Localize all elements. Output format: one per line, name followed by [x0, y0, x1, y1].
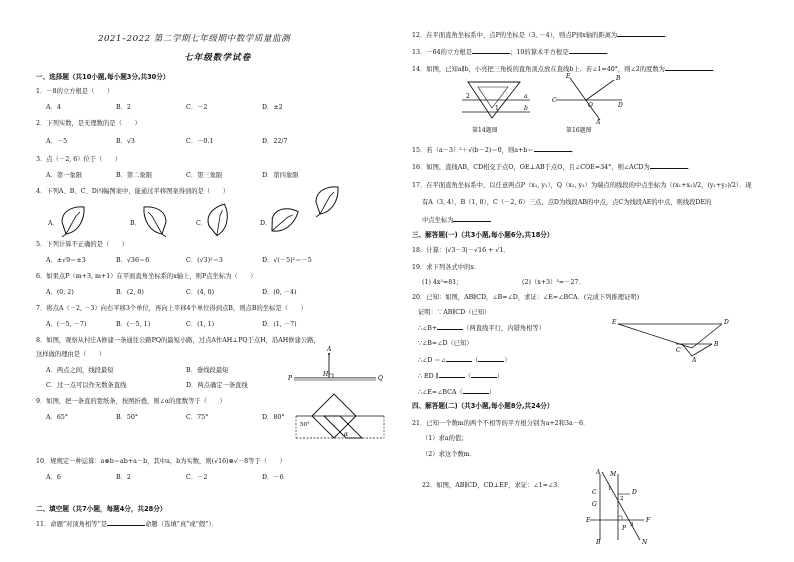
- q4-label-a: A．: [48, 220, 59, 227]
- q6-option-d: D．(0, －4): [262, 289, 297, 296]
- q15-text-pre: 15．若（a－3）²＋√(b－2)＝0，则a+b＝: [412, 147, 534, 154]
- q3-option-b: B．第二象限: [116, 172, 153, 179]
- fig16-label-c: C: [552, 97, 557, 104]
- q8-option-d: D．两点确定一条直线: [186, 382, 248, 389]
- fig14-label-2: 2: [466, 93, 470, 100]
- q20-proof-line-1: 证明：∵AB∥CD（已知）: [418, 309, 491, 316]
- q15-answer-blank[interactable]: [534, 146, 572, 152]
- q8-option-c: C．过一点可以作无数条直线: [46, 382, 127, 389]
- q9-option-d: D．80°: [262, 414, 285, 421]
- question-11: [36, 520, 218, 529]
- q2-option-b: B．√3: [116, 138, 135, 145]
- q13-text-mid: ；10的算术平方根是: [510, 49, 569, 56]
- q20-proof-line-4: [418, 356, 511, 365]
- q2-option-a: A．－5: [46, 138, 68, 145]
- q9-option-c: C．75°: [186, 414, 209, 421]
- q12-answer-blank[interactable]: [617, 31, 665, 37]
- leaf-d-image: [268, 204, 298, 238]
- q20-l2-text-a: ∴∠B+: [418, 325, 438, 332]
- question-7: 7．将点A（－2, －3）向右平移3个单位，再向上平移4个单位得到点B，则点B的坐标是（ ）: [36, 305, 307, 312]
- figure-16: [552, 74, 624, 124]
- q5-option-c: C．(√3)²＝3: [186, 257, 223, 264]
- leaf-a-image: [58, 204, 88, 238]
- fig16-label-a: A: [596, 119, 601, 126]
- q15-text-post: ．: [571, 147, 578, 154]
- q1-option-a: A．4: [46, 104, 61, 111]
- question-8-line2: 这样做的理由是（ ）: [36, 351, 106, 358]
- question-20: 20．已知：如图，AB∥CD，∠B=∠D，求证：∠E=∠BCA．(完成下列推理证明): [412, 294, 640, 301]
- q9-angle-label: 50°: [300, 422, 310, 428]
- q14-answer-blank[interactable]: [665, 65, 713, 71]
- q20-l5-text-a: ∴ ED ∥: [418, 373, 439, 380]
- q20-proof-line-6: [418, 388, 495, 397]
- question-21: 21．已知一个数m的两个不相等的平方根分别为a+2和3a－6．: [412, 420, 590, 427]
- q20-blank-1[interactable]: [437, 324, 463, 330]
- q3-option-d: D．第四象限: [262, 172, 299, 179]
- fig22-label-d: D: [632, 489, 637, 496]
- leaf-original-image: [312, 184, 342, 218]
- question-9: 9．如图，把一条直的宽纸条，按图折叠，则∠α的度数等于（ ）: [36, 398, 226, 405]
- fig20-label-c: C: [676, 347, 681, 354]
- figure-22: [586, 470, 652, 544]
- fig22-label-p: P: [622, 525, 627, 532]
- q10-option-a: A．6: [46, 474, 61, 481]
- q1-option-c: C．－2: [186, 104, 208, 111]
- question-17-line1: 17．在平面直角坐标系中，以任意两点P（x₁, y₁），Q（x₂, y₂）为端点的线段的中点坐标为（(x₁+x₂)/2，(y₁+y₂)/2）．现: [412, 182, 752, 189]
- q20-l6-text-b: ）: [488, 389, 496, 396]
- q9-alpha-label: α: [344, 431, 349, 438]
- q7-option-c: C．(1, 1): [186, 321, 215, 328]
- question-6: 6．如果点P（m+3, m+1）在平面直角坐标系的x轴上，则P点坐标为（ ）: [36, 273, 257, 280]
- fig22-label-a: A: [596, 469, 601, 476]
- fig22-angle-3: 3: [630, 522, 634, 528]
- q20-l6-text-a: ∴∠E=∠BCA（: [418, 389, 463, 396]
- question-3: 3．点（－2, 6）位于（ ）: [36, 156, 122, 163]
- q7-option-a: A．(－5, －7): [46, 321, 87, 328]
- q14-text-pre: 14．如图，已知a∥b，小亮把三角板的直角顶点放在直线b上．若∠1=40°，则∠2的度数为: [412, 66, 665, 73]
- q8-label-p: P: [288, 375, 293, 382]
- q8-option-a: A．两点之间，线段最短: [46, 367, 114, 374]
- section-2-heading: 二、填空题（共7小题，每题4分，共28分）: [36, 505, 167, 513]
- figure-14: [462, 78, 532, 124]
- q17-text-line3: 中点坐标为: [422, 217, 454, 224]
- q12-text-post: ．: [665, 32, 672, 39]
- leaf-c-image: [204, 204, 234, 238]
- q6-option-b: B．(2, 0): [116, 289, 144, 296]
- q2-option-c: C．－0.1: [186, 138, 214, 145]
- section-3-heading: 三、解答题(一)（共3小题,每小题6分,共18分）: [412, 231, 554, 239]
- question-2: 2．下列实数，是无理数的是（ ）: [36, 120, 141, 127]
- fig16-label-e: E: [566, 73, 571, 80]
- question-17-line2: 有A（3, 4），B（1, 8），C（－2, 6）三点，点D为线段AB的中点，点C为线段AE的中点，则线段DE的: [422, 199, 712, 206]
- q20-proof-line-5: [418, 372, 503, 381]
- q5-option-d: D．√(－5)²＝－5: [262, 257, 312, 264]
- q4-label-d: D．: [260, 220, 272, 227]
- section-1-heading: 一、选择题（共10小题,每小题3分,共30分）: [36, 73, 170, 81]
- q20-l5-text-b: （: [464, 373, 471, 380]
- question-19-part-1: (1) 4x²=81；: [422, 279, 463, 286]
- q6-option-c: C．(4, 0): [186, 289, 215, 296]
- fig22-label-f: F: [646, 517, 651, 524]
- q20-l4-text-a: ∴∠D ＝∠: [418, 357, 446, 364]
- q13-text-pre: 13．－64的立方根是: [412, 49, 473, 56]
- fig14-label-a: a: [524, 93, 528, 100]
- q3-option-c: C．第三象限: [186, 172, 223, 179]
- question-16: [412, 163, 694, 172]
- exam-subtitle: 七年级数学试卷: [184, 53, 252, 63]
- q20-proof-line-3: ∵∠B=∠D（已知）: [418, 340, 473, 347]
- q20-l5-text-c: ）: [496, 373, 504, 380]
- q13-answer-blank-1[interactable]: [472, 48, 510, 54]
- q1-option-b: B．2: [116, 104, 131, 111]
- section-4-heading: 四、解答题(二)（共3小题,每小题8分,共24分）: [412, 402, 554, 410]
- question-12: [412, 31, 672, 40]
- q20-blank-6[interactable]: [463, 388, 489, 394]
- q20-blank-3[interactable]: [478, 356, 504, 362]
- q10-option-d: D．－6: [262, 474, 284, 481]
- figure-20: [612, 318, 730, 362]
- exam-title: 2021–2022 第二学期七年级期中数学质量监测: [98, 34, 291, 44]
- fig14-label-b: b: [524, 105, 528, 112]
- question-8: 8．如图，观察从村庄A修建一条通往公路PQ的最短小路，过点A作AH⊥PQ于点H，沿AH修建公路，: [36, 337, 320, 344]
- fig16-label-b: B: [616, 75, 621, 82]
- q20-l4-text-b: （: [471, 357, 479, 364]
- q20-l2-text-b: （两直线平行，内错角相等）: [463, 325, 546, 332]
- question-17-line3: [422, 216, 491, 225]
- q20-blank-2[interactable]: [446, 356, 472, 362]
- q16-text-pre: 16．如图，直线AB，CD相交于点O，OE⊥AB于点O，且∠COE=34°，则∠ACD为: [412, 164, 650, 171]
- question-21-part-1: （1）求a的值；: [422, 435, 468, 442]
- question-13: [412, 48, 613, 57]
- question-1: 1．－8的立方根是（ ）: [36, 88, 114, 95]
- q8-figure: [288, 346, 384, 384]
- question-21-part-2: （2）求这个数m．: [422, 451, 477, 458]
- q20-blank-4[interactable]: [439, 372, 465, 378]
- fig20-label-e: E: [612, 319, 617, 326]
- q8-option-b: B．垂线段最短: [186, 367, 229, 374]
- q9-option-a: A．65°: [46, 414, 69, 421]
- q16-answer-blank[interactable]: [650, 163, 688, 169]
- q8-label-a: A: [327, 346, 332, 353]
- q6-option-a: A．(0, 2): [46, 289, 74, 296]
- q10-option-b: B．2: [116, 474, 131, 481]
- q1-option-d: D．±2: [262, 104, 283, 111]
- q20-proof-line-2: [418, 324, 545, 333]
- fig16-label-d: D: [618, 102, 623, 109]
- q8-label-h: H: [323, 371, 329, 378]
- q9-figure: [294, 394, 386, 446]
- question-4: 4．下列A、B、C、D四幅图案中，能通过平移图案得到的是（ ）: [36, 188, 230, 195]
- q7-option-b: B．(－5, 1): [116, 321, 151, 328]
- question-19: 19．求下列各式中的x．: [412, 264, 481, 271]
- figure-16-caption: 第16题图: [566, 127, 592, 134]
- question-10: 10．规规定一种运算：a⊗b＝ab+a－b，其中a，b为实数，则(√16)⊗√－8等于（ ）: [36, 458, 286, 465]
- fig20-label-a: A: [692, 357, 697, 364]
- fig22-label-n: N: [642, 539, 648, 546]
- q20-l4-text-c: ）: [504, 357, 511, 364]
- q4-label-b: B．: [130, 220, 141, 227]
- q9-option-b: B．50°: [116, 414, 139, 421]
- q4-label-c: C．: [196, 220, 208, 227]
- q5-option-b: B．√36＝6: [116, 257, 150, 264]
- question-22: 22．如图，AB∥CD，CD⊥EF，求证：∠1=∠3．: [422, 482, 564, 489]
- q12-text-pre: 12．在平面直角坐标系中，点P的坐标是（3, －4），则点P到x轴的距离为: [412, 32, 618, 39]
- q7-option-d: D．(1, －7): [262, 321, 297, 328]
- fig22-label-e: E: [586, 517, 591, 524]
- q2-option-d: D．22/7: [262, 138, 288, 145]
- fig22-label-g: G: [592, 501, 597, 508]
- fig20-label-b: B: [714, 341, 719, 348]
- q20-blank-5[interactable]: [471, 372, 497, 378]
- q10-option-c: C．－2: [186, 474, 208, 481]
- fig14-label-1: 1: [495, 105, 499, 112]
- q11-text-post: 命题（选填“真”或“假”）．: [145, 521, 218, 528]
- q16-text-post: ．: [687, 164, 695, 171]
- question-15: [412, 146, 578, 155]
- q11-answer-blank[interactable]: [107, 520, 145, 526]
- question-5: 5．下列计算不正确的是（ ）: [36, 241, 129, 248]
- fig22-label-c: C: [592, 489, 597, 496]
- figure-14-caption: 第14题图: [472, 127, 498, 134]
- q5-option-a: A．±√9＝±3: [46, 257, 86, 264]
- q13-answer-blank-2[interactable]: [569, 48, 607, 54]
- q13-text-post: ．: [606, 49, 613, 56]
- question-19-part-2: (2)（x+3）³=－27．: [522, 279, 585, 286]
- question-18: 18．计算：|√3－3|－√16 + √1．: [412, 247, 510, 254]
- fig22-angle-1: 1: [608, 486, 612, 492]
- fig22-angle-2: 2: [620, 496, 624, 502]
- fig22-label-b: B: [596, 539, 601, 546]
- fig20-label-d: D: [724, 319, 729, 326]
- q11-text-pre: 11．命题“对顶角相等”是: [36, 521, 108, 528]
- q17-answer-blank[interactable]: [453, 216, 491, 222]
- fig22-label-m: M: [610, 471, 617, 478]
- q8-label-q: Q: [378, 375, 383, 382]
- q14-text-post: ．: [712, 66, 720, 73]
- fig16-label-o: O: [588, 102, 593, 109]
- leaf-b-image: [140, 204, 170, 238]
- q3-option-a: A．第一象限: [46, 172, 83, 179]
